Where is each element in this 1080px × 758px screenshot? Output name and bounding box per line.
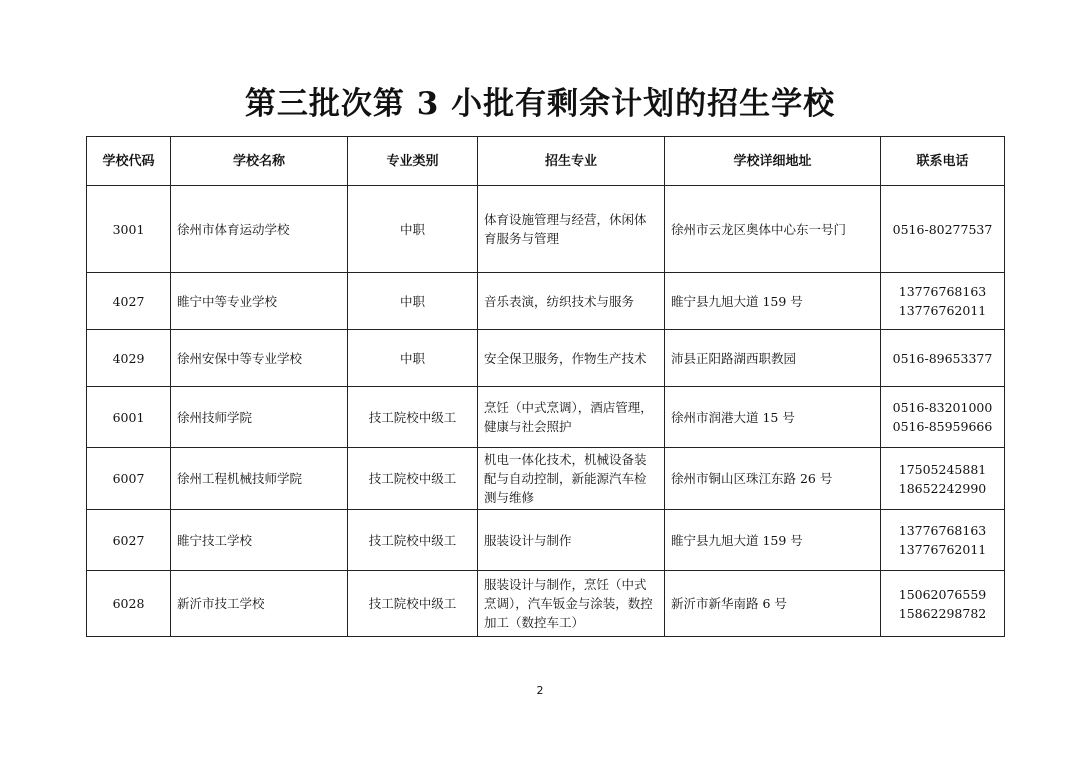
phone-cell	[881, 387, 1005, 448]
school-address: 徐州市润港大道 15 号	[665, 387, 881, 448]
school-address: 沛县正阳路湖西职教园	[665, 330, 881, 387]
phone-number: 13776762011	[898, 542, 987, 557]
school-address: 睢宁县九旭大道 159 号	[665, 510, 881, 571]
majors: 服装设计与制作，烹饪（中式烹调），汽车钣金与涂装，数控加工（数控车工）	[478, 571, 665, 637]
header-address: 学校详细地址	[665, 137, 881, 186]
major-category: 中职	[348, 186, 478, 273]
major-category: 技工院校中级工	[348, 387, 478, 448]
page-number: 2	[536, 684, 544, 697]
phone-number: 13776768163	[898, 284, 987, 299]
school-address: 徐州市云龙区奥体中心东一号门	[665, 186, 881, 273]
phone-number: 0516-80277537	[892, 221, 993, 237]
school-address: 徐州市铜山区珠江东路 26 号	[665, 448, 881, 510]
phone-number: 13776768163	[898, 523, 987, 538]
school-name: 睢宁技工学校	[171, 510, 348, 571]
admissions-table	[86, 136, 1005, 637]
school-code: 6001	[87, 387, 171, 448]
phone-number: 13776762011	[898, 303, 987, 318]
school-name: 徐州工程机械技师学院	[171, 448, 348, 510]
school-name: 新沂市技工学校	[171, 571, 348, 637]
table-header-row	[87, 137, 1005, 186]
phone-cell	[881, 330, 1005, 387]
major-category: 技工院校中级工	[348, 448, 478, 510]
phone-number: 0516-85959666	[892, 419, 993, 434]
phone-cell	[881, 571, 1005, 637]
major-category: 技工院校中级工	[348, 571, 478, 637]
school-name: 徐州技师学院	[171, 387, 348, 448]
school-address: 新沂市新华南路 6 号	[665, 571, 881, 637]
table-row	[87, 330, 1005, 387]
header-phone: 联系电话	[881, 137, 1005, 186]
table-row	[87, 273, 1005, 330]
majors: 音乐表演，纺织技术与服务	[478, 273, 665, 330]
phone-cell	[881, 186, 1005, 273]
majors: 服装设计与制作	[478, 510, 665, 571]
phone-number: 15862298782	[898, 605, 987, 621]
school-code: 4029	[87, 330, 171, 387]
header-school-name: 学校名称	[171, 137, 348, 186]
phone-number: 15062076559	[898, 586, 987, 602]
header-majors: 招生专业	[478, 137, 665, 186]
school-name: 徐州安保中等专业学校	[171, 330, 348, 387]
school-code: 6028	[87, 571, 171, 637]
table-row	[87, 448, 1005, 510]
majors: 烹饪（中式烹调），酒店管理，健康与社会照护	[478, 387, 665, 448]
majors: 机电一体化技术，机械设备装配与自动控制，新能源汽车检测与维修	[478, 448, 665, 510]
majors: 体育设施管理与经营，休闲体育服务与管理	[478, 186, 665, 273]
table-row	[87, 571, 1005, 637]
table-row	[87, 186, 1005, 273]
phone-number: 17505245881	[898, 461, 987, 477]
phone-number: 0516-89653377	[892, 350, 993, 366]
page-title: 第三批次第 3 小批有剩余计划的招生学校	[244, 86, 836, 122]
school-name: 徐州市体育运动学校	[171, 186, 348, 273]
school-code: 6007	[87, 448, 171, 510]
phone-cell	[881, 273, 1005, 330]
header-major-category: 专业类别	[348, 137, 478, 186]
school-code: 4027	[87, 273, 171, 330]
school-address: 睢宁县九旭大道 159 号	[665, 273, 881, 330]
major-category: 技工院校中级工	[348, 510, 478, 571]
table-row	[87, 387, 1005, 448]
school-name: 睢宁中等专业学校	[171, 273, 348, 330]
school-code: 3001	[87, 186, 171, 273]
school-code: 6027	[87, 510, 171, 571]
phone-cell	[881, 448, 1005, 510]
major-category: 中职	[348, 273, 478, 330]
majors: 安全保卫服务，作物生产技术	[478, 330, 665, 387]
major-category: 中职	[348, 330, 478, 387]
header-school-code: 学校代码	[87, 137, 171, 186]
phone-cell	[881, 510, 1005, 571]
phone-number: 0516-83201000	[892, 400, 993, 415]
phone-number: 18652242990	[898, 480, 987, 496]
table-row	[87, 510, 1005, 571]
